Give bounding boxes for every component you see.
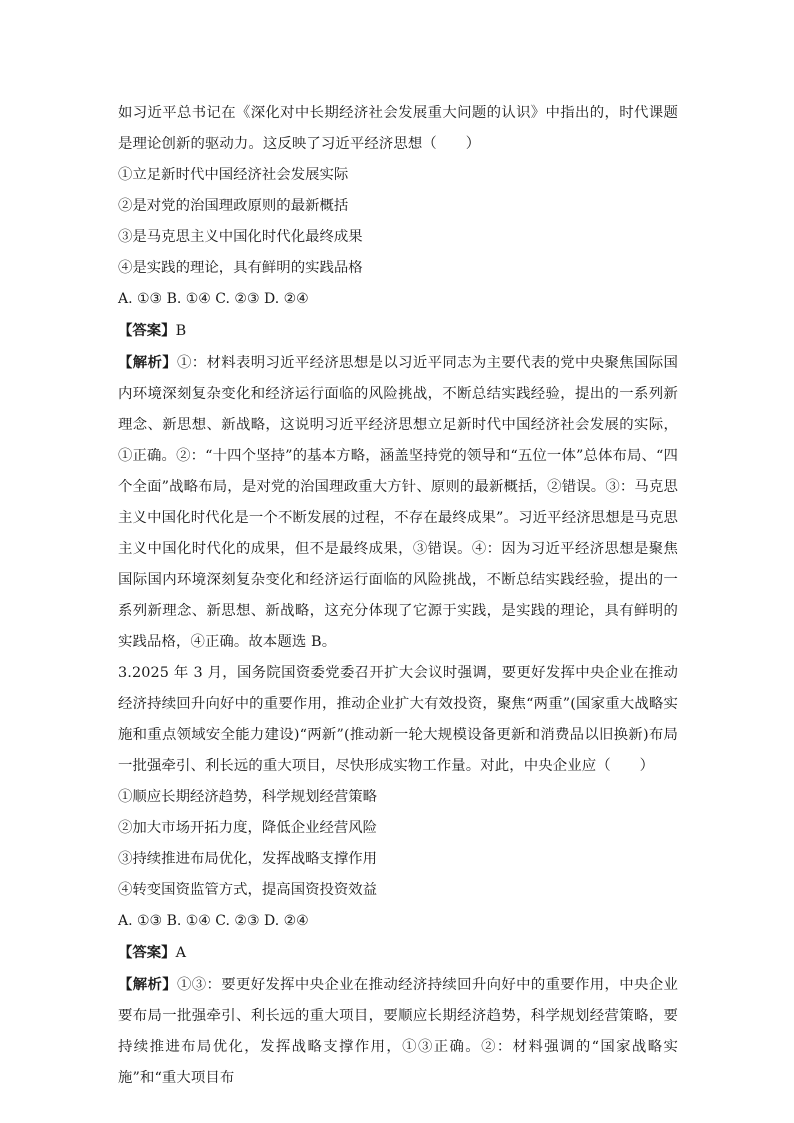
analysis-label: 【解析】 [118, 354, 177, 371]
question-2-analysis [118, 347, 678, 658]
answer-label: 【答案】 [118, 322, 176, 339]
question-3-option-1: ①顺应长期经济趋势，科学规划经营策略 [118, 789, 378, 805]
question-2-stem: 如习近平总书记在《深化对中长期经济社会发展重大问题的认识》中指出的，时代课题是理论创新的驱动力。这反映了习近平经济思想（ ） [118, 105, 678, 152]
question-2-answer [118, 315, 678, 347]
question-2-option-2: ②是对党的治国理政原则的最新概括 [118, 198, 349, 214]
question-3-answer [118, 937, 678, 969]
question-3-stem [118, 658, 678, 782]
analysis-label: 【解析】 [118, 976, 177, 993]
question-3-option-2: ②加大市场开拓力度，降低企业经营风险 [118, 820, 378, 836]
question-3-stem-text: 2025 年 3 月，国务院国资委党委召开扩大会议时强调，要更好发挥中央企业在推动经济持续回升向好中的重要作用，推动企业扩大有效投资，聚焦“两重”(国家重大战略实施和重点领域安全能力建设)“两新”(推动新一轮大规模设备更新和消费品以旧换新)布局一批强牵引、利长远的重大项目，尽快形成实物工作量。对此，中央企业应（ ） [118, 665, 678, 774]
question-3-analysis [118, 969, 678, 1094]
question-2-option-1: ①立足新时代中国经济社会发展实际 [118, 167, 349, 183]
question-3-choices: A. ①③ B. ①④ C. ②③ D. ②④ [118, 913, 309, 929]
answer-value: A [175, 945, 186, 961]
analysis-text: ①③：要更好发挥中央企业在推动经济持续回升向好中的重要作用，中央企业要布局一批强牵引、利长远的重大项目，要顺应长期经济趋势，科学规划经营策略，要持续推进布局优化，发挥战略支撑作用，①③正确。②：材料强调的“国家战略实施”和“重大项目布 [118, 977, 679, 1086]
question-number: 3. [118, 665, 132, 681]
answer-value: B [175, 323, 187, 339]
page-content [118, 98, 678, 1094]
answer-label: 【答案】 [118, 944, 176, 961]
question-2-option-4: ④是实践的理论，具有鲜明的实践品格 [118, 260, 363, 276]
question-2-choices: A. ①③ B. ①④ C. ②③ D. ②④ [118, 291, 309, 307]
question-3-option-3: ③持续推进布局优化，发挥战略支撑作用 [118, 851, 378, 867]
question-2-option-3: ③是马克思主义中国化时代化最终成果 [118, 229, 363, 245]
question-3-option-4: ④转变国资监管方式，提高国资投资效益 [118, 882, 378, 898]
analysis-text: ①：材料表明习近平经济思想是以习近平同志为主要代表的党中央聚焦国际国内环境深刻复杂变化和经济运行面临的风险挑战，不断总结实践经验，提出的一系列新理念、新思想、新战略，这说明习近平经济思想立足新时代中国经济社会发展的实际，①正确。②：“十四个坚持”的基本方略，涵盖坚持党的领导和“五位一体”总体布局、“四个全面”战略布局，是对党的治国理政重大方针、原则的最新概括，②错误。③：马克思主义中国化时代化是一个不断发展的过程，不存在最终成果”。习近平经济思想是马克思主义中国化时代化的成果，但不是最终成果，③错误。④：因为习近平经济思想是聚焦国际国内环境深刻复杂变化和经济运行面临的风险挑战，不断总结实践经验，提出的一系列新理念、新思想、新战略，这充分体现了它源于实践，是实践的理论，具有鲜明的实践品格，④正确。故本题选 B。 [118, 355, 679, 650]
